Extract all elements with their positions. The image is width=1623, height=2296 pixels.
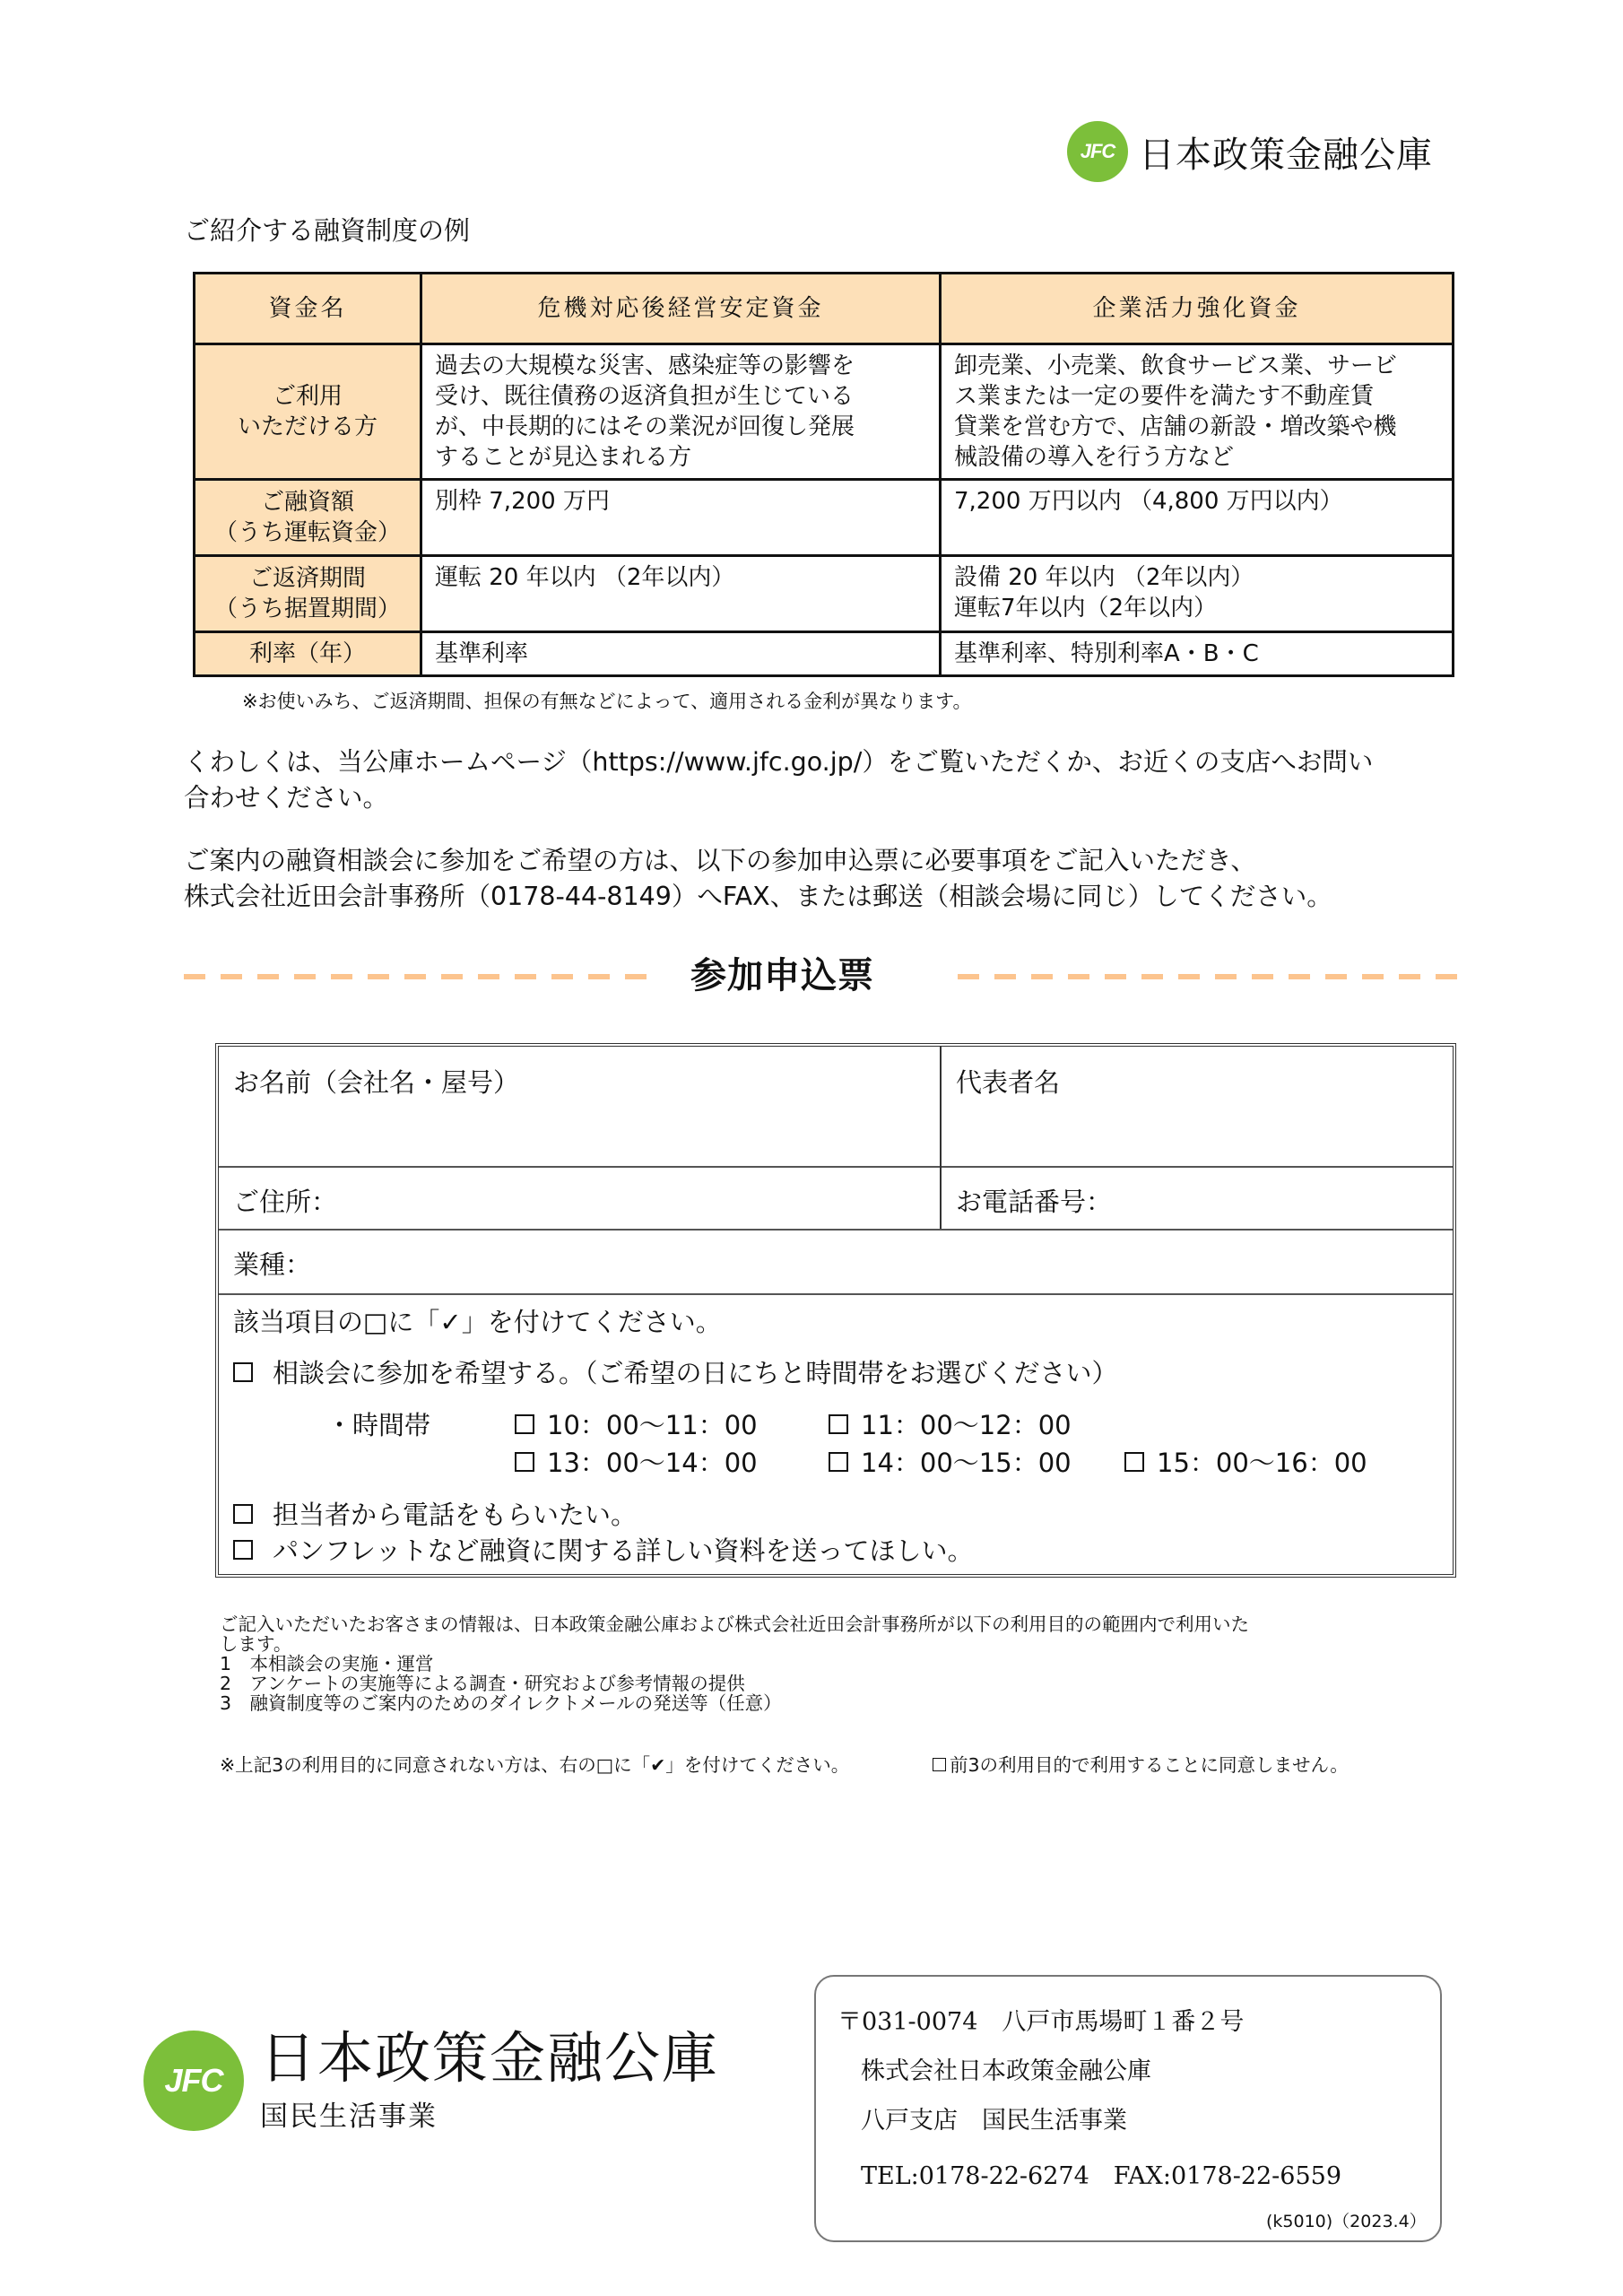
brand-name: 日本政策金融公庫 — [1139, 134, 1433, 176]
cell-fund-2 — [941, 480, 1454, 556]
cell-fund-1 — [421, 632, 941, 676]
row-label — [195, 344, 421, 480]
cell-fund-2 — [941, 556, 1454, 632]
address-field[interactable] — [219, 1166, 940, 1229]
jfc-badge-icon: JFC — [143, 2031, 244, 2131]
loan-table — [193, 272, 1454, 677]
privacy-intro — [220, 1614, 1249, 1713]
row-label-line: （うち据置期間） — [213, 596, 401, 622]
privacy-line: ご記入いただいたお客さまの情報は、日本政策金融公庫および株式会社近田会計事務所が以下の利用目的の範囲内で利用いた — [220, 1613, 1249, 1635]
cell-line: 基準利率、特別利率A・B・C — [954, 640, 1259, 667]
form-row-address — [219, 1166, 1453, 1231]
phone-field[interactable] — [940, 1166, 1453, 1229]
privacy-optout-label: 前3の利用目的で利用することに同意しません。 — [950, 1754, 1349, 1776]
checkbox-icon[interactable] — [933, 1758, 946, 1771]
privacy-optout-note: ※上記3の利用目的に同意されない方は、右の□に「✔」を付けてください。 — [220, 1754, 850, 1776]
table-row — [195, 632, 1454, 676]
row-label-line: ご利用 — [272, 383, 343, 410]
cell-fund-1 — [421, 556, 941, 632]
table-header-row — [195, 274, 1454, 344]
privacy-purpose: 2 アンケートの実施等による調査・研究および参考情報の提供 — [220, 1673, 745, 1694]
jfc-logo-bottom — [143, 2027, 719, 2134]
call-option[interactable] — [233, 1495, 637, 1532]
row-label-line: 利率（年） — [248, 640, 366, 667]
cell-line: 基準利率 — [435, 640, 529, 667]
form-row-industry — [219, 1229, 1453, 1295]
row-label-line: いただける方 — [237, 413, 378, 440]
cell-line: 運転7年以内（2年以内） — [954, 595, 1218, 622]
cell-line: が、中長期的にはその業況が回復し発展 — [435, 413, 855, 440]
info-paragraph — [184, 744, 1502, 816]
cell-line: 7,200 万円以内 （4,800 万円以内） — [954, 488, 1343, 515]
attend-option[interactable] — [233, 1353, 1118, 1390]
brand-text-block — [260, 2027, 719, 2134]
checkbox-icon[interactable] — [233, 1362, 253, 1382]
checkbox-icon[interactable] — [515, 1452, 534, 1472]
address-contact: TEL:0178-22-6274 FAX:0178-22-6559 — [861, 2162, 1342, 2190]
checkbox-icon[interactable] — [829, 1414, 848, 1434]
address-label: ご住所： — [233, 1187, 338, 1217]
dashed-divider-left — [184, 974, 650, 979]
phone-label: お電話番号： — [956, 1187, 1113, 1217]
checkbox-icon[interactable] — [515, 1414, 534, 1434]
jfc-badge-icon: JFC — [1067, 121, 1128, 182]
brochure-option-label: パンフレットなど融資に関する詳しい資料を送ってほしい。 — [273, 1535, 974, 1566]
checkbox-icon[interactable] — [829, 1452, 848, 1472]
cell-line: 卸売業、小売業、飲食サービス業、サービ — [954, 352, 1398, 379]
checkbox-icon[interactable] — [233, 1504, 253, 1524]
checkbox-icon[interactable] — [233, 1540, 253, 1560]
cell-line: 受け、既往債務の返済負担が生じている — [435, 383, 854, 410]
privacy-optout-option[interactable] — [933, 1755, 1349, 1775]
time-slot[interactable] — [829, 1443, 1072, 1480]
cell-fund-1 — [421, 480, 941, 556]
cell-fund-1 — [421, 344, 941, 480]
industry-label: 業種： — [233, 1249, 312, 1280]
cell-fund-2 — [941, 632, 1454, 676]
row-label-line: ご融資額 — [260, 489, 354, 516]
address-branch: 八戸支店 国民生活事業 — [861, 2107, 1127, 2135]
cell-fund-2 — [941, 344, 1454, 480]
row-label — [195, 556, 421, 632]
header-fund-1: 危機対応後経営安定資金 — [421, 274, 941, 344]
privacy-purpose: 3 融資制度等のご案内のためのダイレクトメールの発送等（任意） — [220, 1692, 782, 1714]
time-slot-label: 11：00～12：00 — [861, 1410, 1072, 1440]
privacy-line: します。 — [220, 1633, 292, 1655]
cell-line: 械設備の導入を行う方など — [954, 444, 1235, 471]
jfc-logo-top — [1067, 121, 1433, 182]
call-option-label: 担当者から電話をもらいたい。 — [273, 1500, 638, 1530]
cell-line: 設備 20 年以内 （2年以内） — [954, 564, 1254, 591]
row-label-line: （うち運転資金） — [213, 519, 401, 546]
time-slot[interactable] — [515, 1443, 758, 1480]
form-instruction: 該当項目の□に「✓」を付けてください。 — [233, 1307, 722, 1337]
document-code: (k5010)（2023.4） — [1266, 2212, 1427, 2231]
attend-option-label: 相談会に参加を希望する。（ご希望の日にちと時間帯をお選びください） — [273, 1358, 1118, 1388]
name-label: お名前（会社名・屋号） — [233, 1067, 520, 1098]
time-slot-label: 14：00～15：00 — [861, 1448, 1072, 1478]
row-label — [195, 632, 421, 676]
address-box — [814, 1975, 1442, 2242]
brand-name: 日本政策金融公庫 — [260, 2025, 720, 2091]
name-field[interactable] — [219, 1047, 940, 1166]
application-form — [215, 1043, 1456, 1578]
header-fund-2: 企業活力強化資金 — [941, 274, 1454, 344]
cell-line: 貸業を営む方で、店舗の新設・増改築や機 — [954, 413, 1397, 440]
address-company: 株式会社日本政策金融公庫 — [861, 2057, 1151, 2085]
time-slot[interactable] — [829, 1405, 1072, 1442]
application-line: 株式会社近田会計事務所（0178-44-8149）へFAX、または郵送（相談会場に同じ）してください。 — [184, 882, 1332, 911]
form-row-name — [219, 1047, 1453, 1168]
section-title: ご紹介する融資制度の例 — [184, 215, 471, 246]
time-slot[interactable] — [1124, 1443, 1367, 1480]
dashed-divider-right — [958, 974, 1460, 979]
form-title: 参加申込票 — [690, 955, 874, 996]
privacy-purpose: 1 本相談会の実施・運営 — [220, 1653, 434, 1674]
representative-label: 代表者名 — [956, 1067, 1061, 1098]
rate-note: ※お使いみち、ご返済期間、担保の有無などによって、適用される金利が異なります。 — [242, 691, 972, 712]
info-line: くわしくは、当公庫ホームページ（https://www.jfc.go.jp/）をご覧いただくか、お近くの支店へお問い — [184, 747, 1374, 777]
application-line: ご案内の融資相談会に参加をご希望の方は、以下の参加申込票に必要事項をご記入いただき、 — [184, 846, 1256, 875]
cell-line: 過去の大規模な災害、感染症等の影響を — [435, 352, 855, 379]
table-row — [195, 344, 1454, 480]
application-paragraph — [184, 843, 1502, 915]
info-line: 合わせください。 — [184, 783, 389, 813]
time-slot-label: 10：00～11：00 — [547, 1410, 758, 1440]
cell-line: ス業または一定の要件を満たす不動産賃 — [954, 383, 1375, 410]
cell-line: することが見込まれる方 — [435, 444, 692, 471]
header-fund-name: 資金名 — [195, 274, 421, 344]
industry-field[interactable] — [219, 1229, 1453, 1293]
time-slot[interactable] — [515, 1405, 758, 1442]
time-label: ・時間帯 — [326, 1410, 431, 1440]
cell-line: 運転 20 年以内 （2年以内） — [435, 564, 735, 591]
time-slot-label: 15：00～16：00 — [1157, 1448, 1367, 1478]
table-row — [195, 556, 1454, 632]
brochure-option[interactable] — [233, 1531, 974, 1568]
address-postal: 〒031-0074 八戸市馬場町１番２号 — [838, 2008, 1245, 2036]
brand-division: 国民生活事業 — [260, 2100, 438, 2133]
cell-line: 別枠 7,200 万円 — [435, 488, 610, 515]
table-row — [195, 480, 1454, 556]
row-label — [195, 480, 421, 556]
representative-field[interactable] — [940, 1047, 1453, 1166]
checkbox-icon[interactable] — [1124, 1452, 1144, 1472]
row-label-line: ご返済期間 — [248, 565, 366, 592]
time-slot-label: 13：00～14：00 — [547, 1448, 758, 1478]
